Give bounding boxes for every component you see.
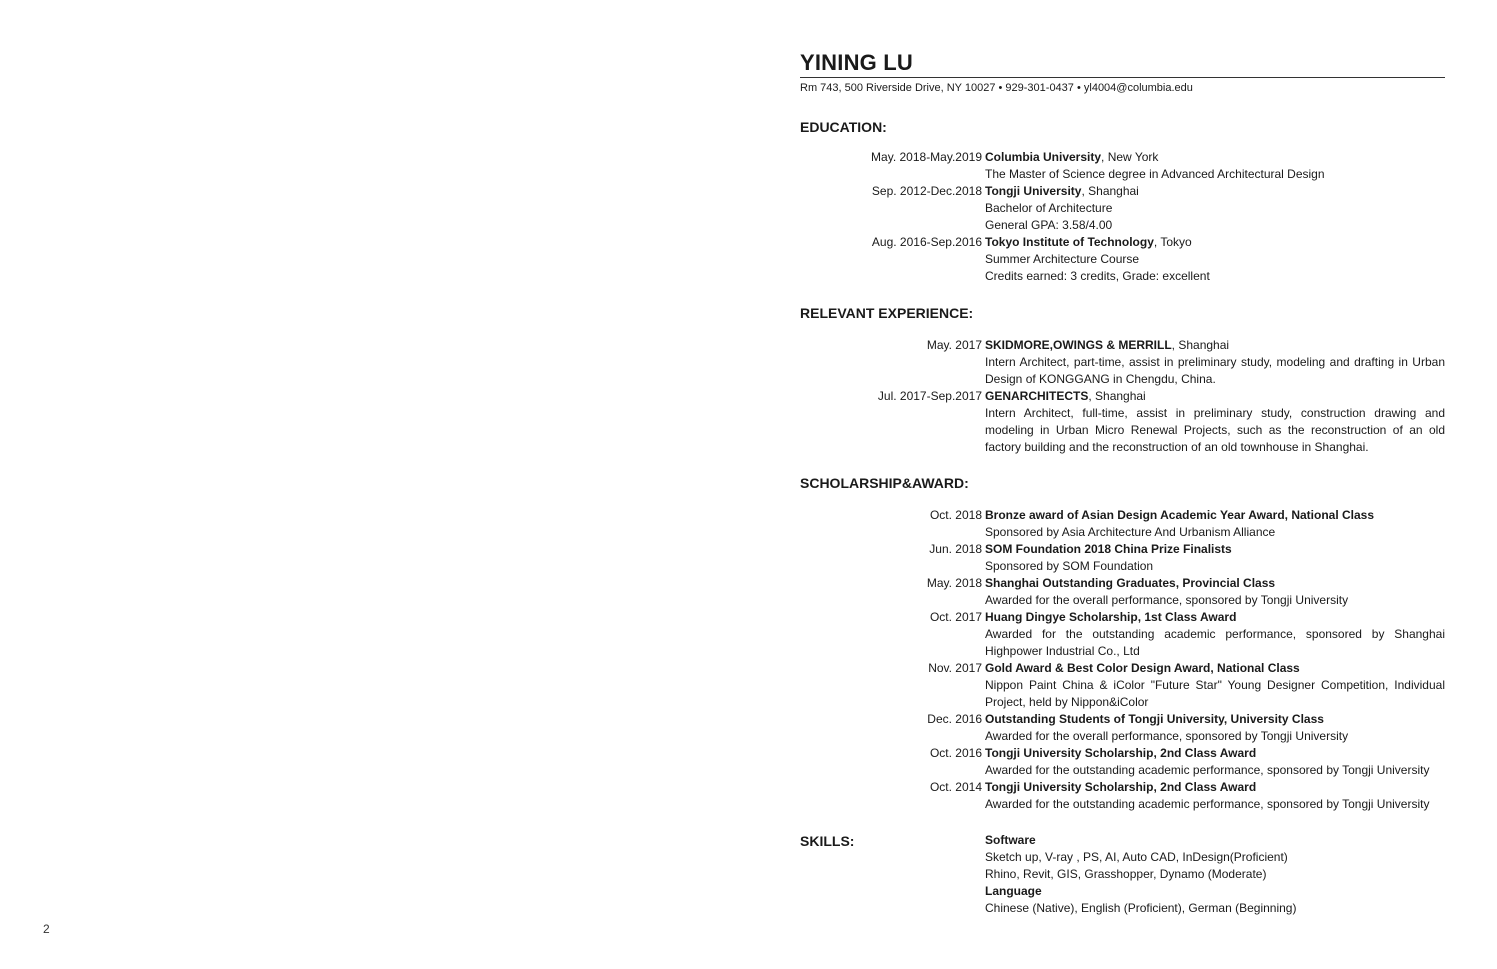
entry-title: SOM Foundation 2018 China Prize Finalists — [985, 542, 1232, 556]
entry-title: Gold Award & Best Color Design Award, National Class — [985, 661, 1300, 675]
entry-date: Jul. 2017-Sep.2017 — [877, 389, 982, 403]
entry-date: Dec. 2016 — [927, 712, 982, 726]
entry-content — [985, 388, 1445, 456]
entry-line: Intern Architect, full-time, assist in preliminary study, construction drawing and modeling in Urban Micro Renewal Projects, such as the reconstruction of an old factory building and the reconstruction of an old townhouse in Shanghai. — [985, 406, 1445, 454]
entry-content — [985, 575, 1445, 609]
education-list — [800, 149, 1445, 285]
language-line: Chinese (Native), English (Proficient), German (Beginning) — [985, 901, 1297, 915]
page-number: 2 — [43, 922, 50, 936]
language-label: Language — [985, 884, 1042, 898]
software-line: Sketch up, V-ray , PS, AI, Auto CAD, InDesign(Proficient) — [985, 850, 1288, 864]
awards-heading: SCHOLARSHIP&AWARD: — [800, 475, 969, 491]
entry-content — [985, 337, 1445, 388]
header-divider — [800, 77, 1445, 78]
entry-location: , Shanghai — [1171, 338, 1230, 352]
entry-title: Bronze award of Asian Design Academic Year Award, National Class — [985, 508, 1375, 522]
awards-list — [800, 507, 1445, 813]
education-entry — [800, 149, 1445, 183]
experience-list — [800, 337, 1445, 456]
entry-date: Nov. 2017 — [928, 661, 982, 675]
entry-date: May. 2017 — [926, 338, 982, 352]
entry-title: Shanghai Outstanding Graduates, Provincial Class — [985, 576, 1276, 590]
award-entry — [800, 541, 1445, 575]
entry-content — [985, 711, 1445, 745]
skills-heading: SKILLS: — [800, 833, 855, 849]
entry-line: The Master of Science degree in Advanced Architectural Design — [985, 167, 1325, 181]
entry-title: Tongji University Scholarship, 2nd Class Award — [985, 780, 1257, 794]
award-entry — [800, 575, 1445, 609]
entry-content — [985, 183, 1445, 234]
entry-title: Tongji University Scholarship, 2nd Class Award — [985, 746, 1257, 760]
entry-date: Sep. 2012-Dec.2018 — [871, 184, 982, 198]
entry-content — [985, 541, 1445, 575]
entry-title: Tokyo Institute of Technology — [985, 235, 1154, 249]
entry-content — [985, 234, 1445, 285]
entry-line: Nippon Paint China & iColor "Future Star" Young Designer Competition, Individual Project, held by Nippon&iColor — [985, 678, 1445, 709]
award-entry — [800, 660, 1445, 711]
entry-line: Awarded for the outstanding academic performance, sponsored by Tongji University — [985, 763, 1430, 777]
entry-line: Summer Architecture Course — [985, 252, 1140, 266]
entry-line: Bachelor of Architecture — [985, 201, 1113, 215]
entry-content — [985, 507, 1445, 541]
entry-content — [985, 779, 1445, 813]
entry-date: Jun. 2018 — [929, 542, 982, 556]
entry-line: Awarded for the outstanding academic performance, sponsored by Tongji University — [985, 797, 1430, 811]
software-line: Rhino, Revit, GIS, Grasshopper, Dynamo (Moderate) — [985, 867, 1267, 881]
entry-line: Sponsored by Asia Architecture And Urbanism Alliance — [985, 525, 1276, 539]
entry-content — [985, 149, 1445, 183]
entry-date: May. 2018 — [926, 576, 982, 590]
entry-line: Credits earned: 3 credits, Grade: excellent — [985, 269, 1210, 283]
entry-date: Oct. 2014 — [929, 780, 982, 794]
entry-line: General GPA: 3.58/4.00 — [985, 218, 1113, 232]
entry-title: SKIDMORE,OWINGS & MERRILL — [985, 338, 1172, 352]
entry-title: Outstanding Students of Tongji University, University Class — [985, 712, 1324, 726]
entry-line: Sponsored by SOM Foundation — [985, 559, 1154, 573]
entry-content — [985, 609, 1445, 660]
experience-heading: RELEVANT EXPERIENCE: — [800, 305, 974, 321]
entry-title: Tongji University — [985, 184, 1082, 198]
entry-location: , Shanghai — [1081, 184, 1139, 198]
entry-date: May. 2018-May.2019 — [871, 150, 982, 164]
entry-title: GENARCHITECTS — [985, 389, 1089, 403]
entry-line: Awarded for the overall performance, sponsored by Tongji University — [985, 593, 1349, 607]
education-entry — [800, 234, 1445, 285]
entry-line: Intern Architect, part-time, assist in preliminary study, modeling and drafting in Urban Design of KONGGANG in Chengdu, China. — [985, 355, 1445, 386]
entry-location: , Shanghai — [1088, 389, 1146, 403]
skills-section — [800, 832, 1445, 917]
skills-content — [985, 832, 1296, 917]
education-heading: EDUCATION: — [800, 119, 887, 135]
education-entry — [800, 183, 1445, 234]
experience-entry — [800, 388, 1445, 456]
entry-content — [985, 660, 1445, 711]
entry-line: Awarded for the overall performance, sponsored by Tongji University — [985, 729, 1349, 743]
entry-location: , Tokyo — [1153, 235, 1192, 249]
resume-name: YINING LU — [800, 50, 914, 75]
entry-line: Awarded for the outstanding academic performance, sponsored by Shanghai Highpower Industrial Co., Ltd — [985, 627, 1445, 658]
entry-date: Oct. 2016 — [929, 746, 982, 760]
award-entry — [800, 711, 1445, 745]
entry-location: , New York — [1101, 150, 1159, 164]
entry-date: Oct. 2017 — [929, 610, 982, 624]
entry-content — [985, 745, 1445, 779]
entry-date: Oct. 2018 — [929, 508, 982, 522]
experience-entry — [800, 337, 1445, 388]
software-label: Software — [985, 833, 1036, 847]
award-entry — [800, 779, 1445, 813]
entry-date: Aug. 2016-Sep.2016 — [871, 235, 982, 249]
contact-info: Rm 743, 500 Riverside Drive, NY 10027 • 929-301-0437 • yl4004@columbia.edu — [800, 82, 1193, 94]
entry-title: Columbia University — [985, 150, 1102, 164]
award-entry — [800, 507, 1445, 541]
award-entry — [800, 609, 1445, 660]
resume — [800, 50, 1445, 917]
award-entry — [800, 745, 1445, 779]
entry-title: Huang Dingye Scholarship, 1st Class Award — [985, 610, 1237, 624]
